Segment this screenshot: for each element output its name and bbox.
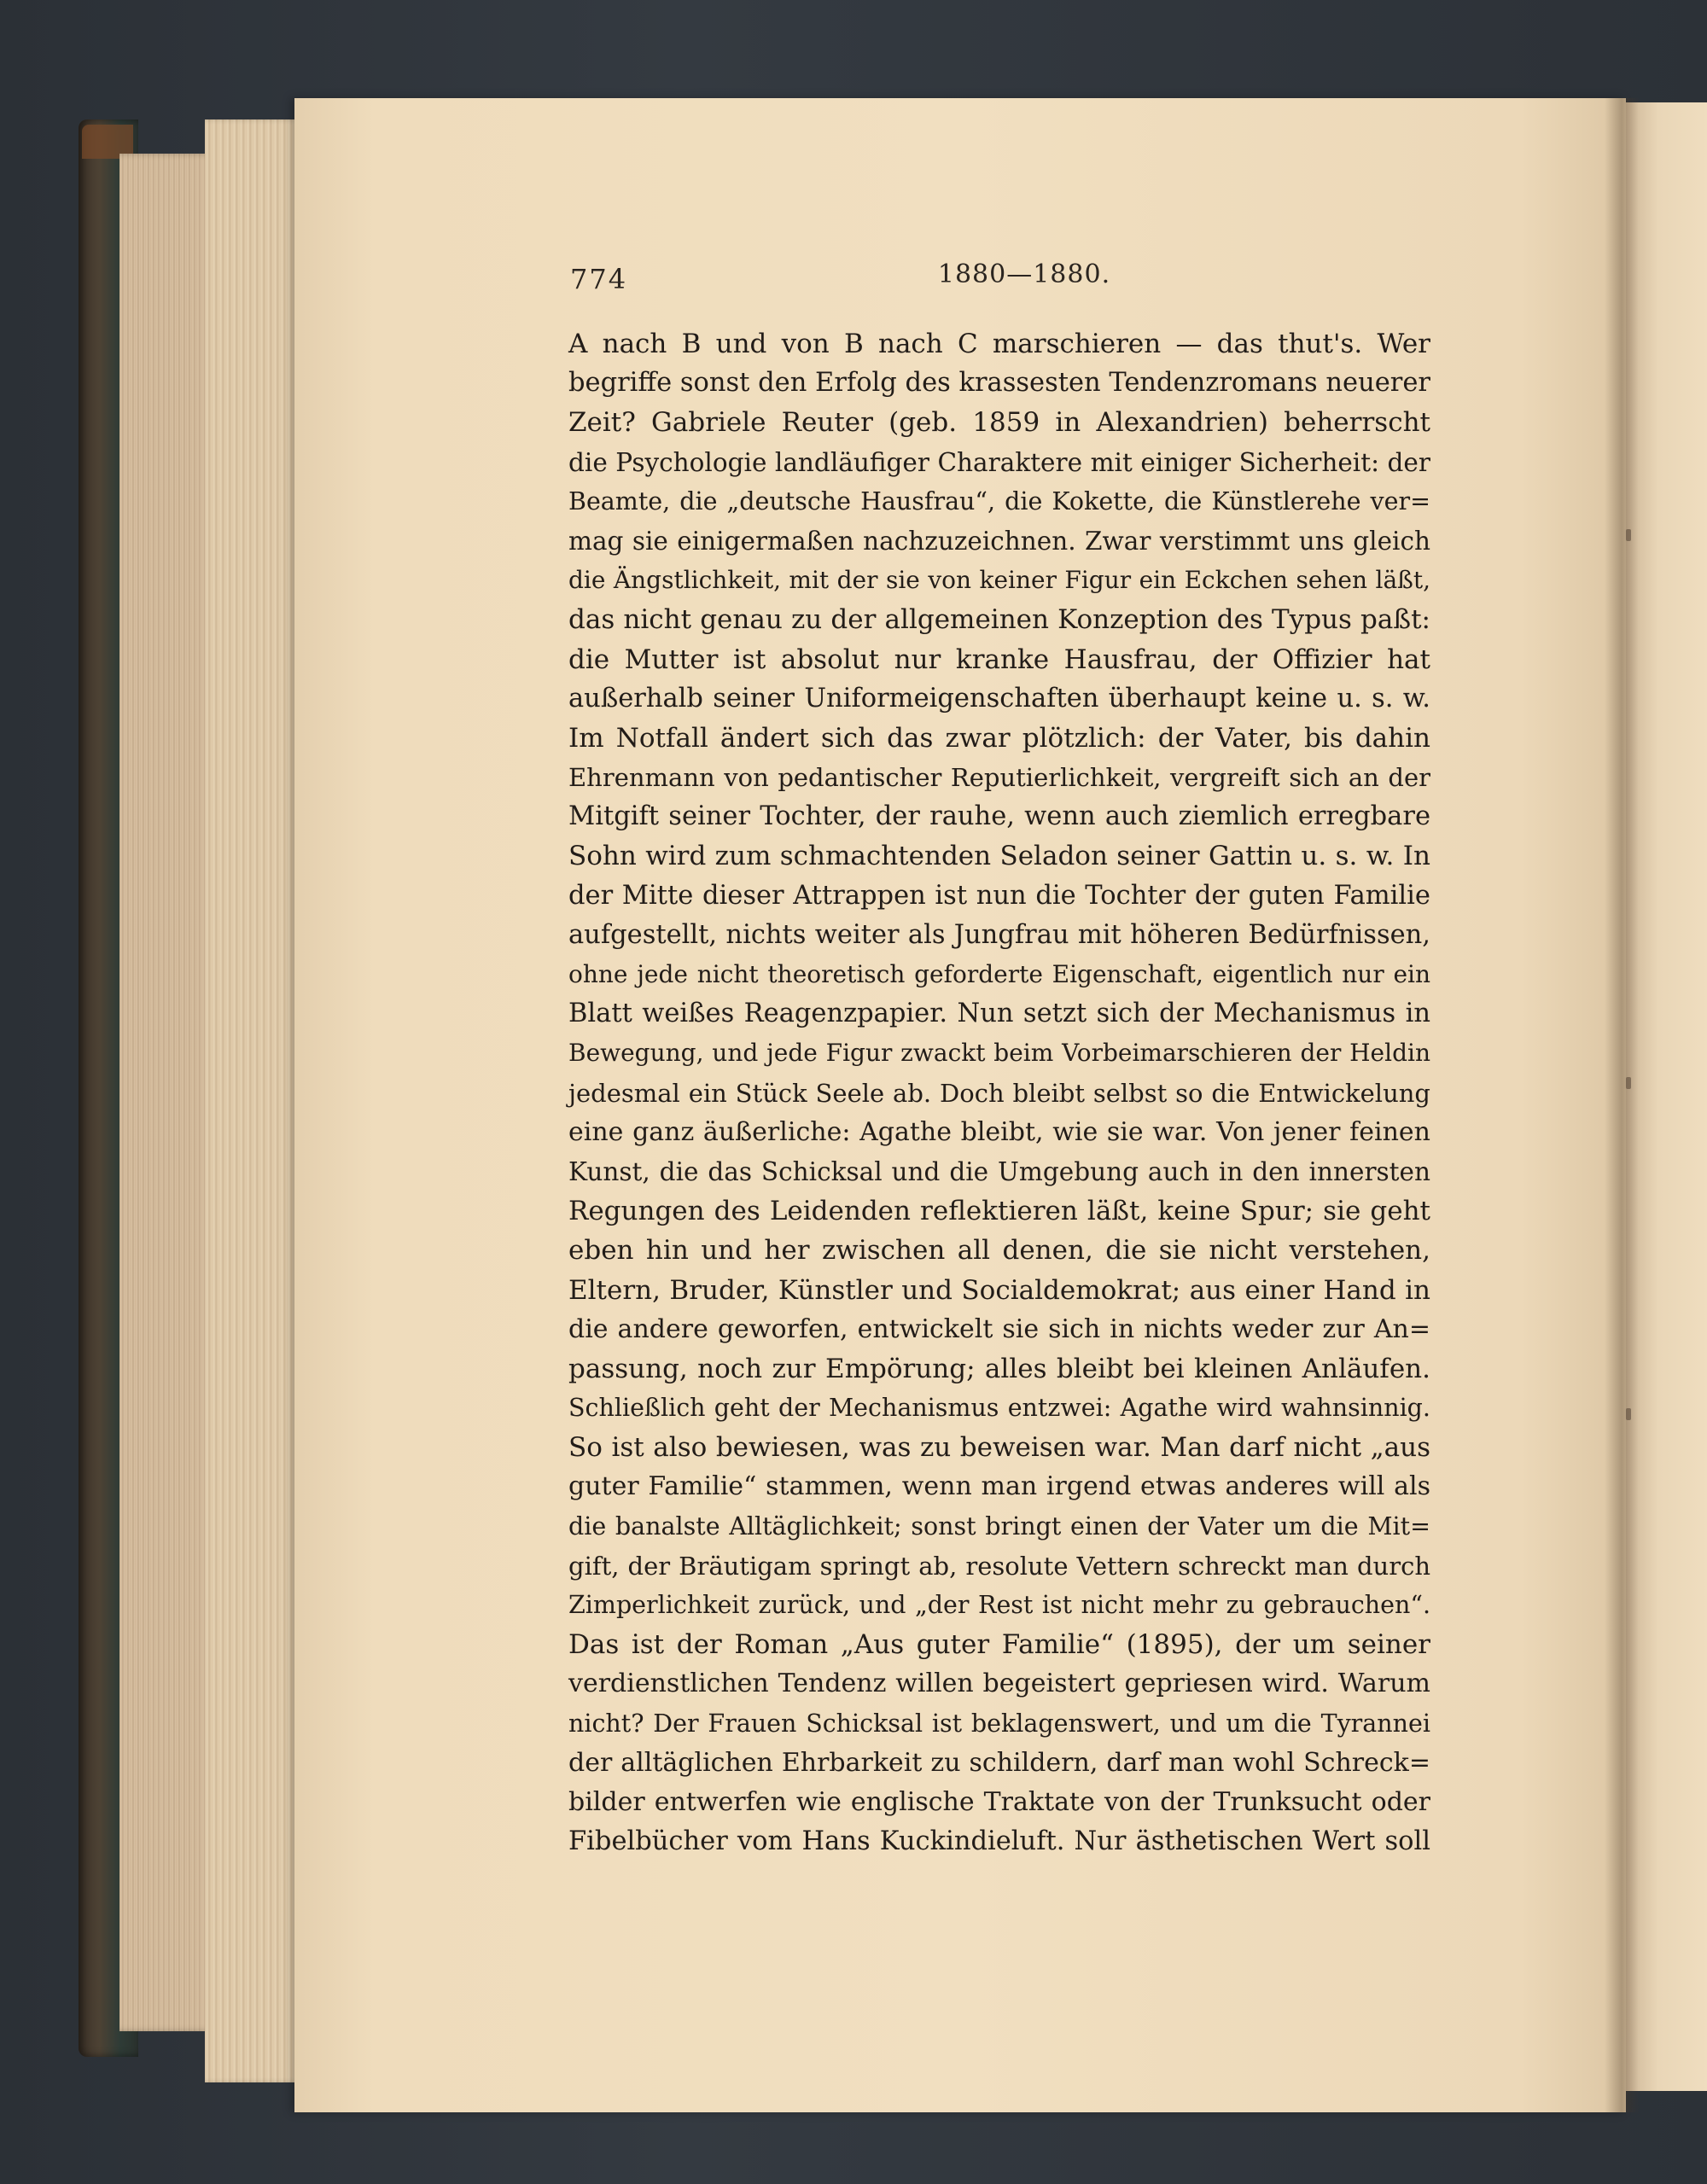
text-line: So ist also bewiesen, was zu beweisen war. Man darf nicht „aus xyxy=(568,1432,1430,1464)
text-line: die andere geworfen, entwickelt sie sich in nichts weder zur An= xyxy=(568,1313,1430,1344)
text-line: Blatt weißes Reagenzpapier. Nun setzt sich der Mechanismus in xyxy=(568,999,1430,1029)
text-line: passung, noch zur Empörung; alles bleibt bei kleinen Anläufen. xyxy=(568,1353,1430,1384)
page-number: 774 xyxy=(570,263,628,295)
text-line: guter Familie“ stammen, wenn man irgend etwas anderes will als xyxy=(568,1471,1430,1502)
text-line: Fibelbücher vom Hans Kuckindieluft. Nur ästhetischen Wert soll xyxy=(568,1826,1430,1857)
text-line: Das ist der Roman „Aus guter Familie“ (1895), der um seiner xyxy=(568,1629,1430,1661)
text-line: eben hin und her zwischen all denen, die sie nicht verstehen, xyxy=(568,1235,1430,1267)
text-line: Regungen des Leidenden reflektieren läßt, keine Spur; sie geht xyxy=(568,1196,1430,1227)
text-line: die Ängstlichkeit, mit der sie von keiner Figur ein Eckchen sehen läßt, xyxy=(568,566,1430,595)
text-line: Sohn wird zum schmachtenden Seladon seiner Gattin u. s. w. In xyxy=(568,841,1430,872)
margin-mark xyxy=(1626,1077,1631,1089)
margin-mark xyxy=(1626,529,1631,541)
text-line: gift, der Bräutigam springt ab, resolute Vettern schreckt man durch xyxy=(568,1551,1430,1581)
text-line: Beamte, die „deutsche Hausfrau“, die Kokette, die Künstlerehe ver= xyxy=(568,486,1430,515)
gutter-shadow xyxy=(1605,98,1639,2112)
body-text xyxy=(568,324,1430,1861)
page-block-edges-inner xyxy=(205,119,299,2082)
margin-mark xyxy=(1626,1408,1631,1420)
text-line: aufgestellt, nichts weiter als Jungfrau mit höheren Bedürfnissen, xyxy=(568,919,1430,950)
text-line: Bewegung, und jede Figur zwackt beim Vorbeimarschieren der Heldin xyxy=(568,1039,1430,1068)
text-line: verdienstlichen Tendenz willen begeistert gepriesen wird. Warum xyxy=(568,1669,1430,1699)
text-line: Eltern, Bruder, Künstler und Socialdemokrat; aus einer Hand in xyxy=(568,1274,1430,1306)
text-line: ohne jede nicht theoretisch geforderte Eigenschaft, eigentlich nur ein xyxy=(568,960,1430,988)
text-line: Mitgift seiner Tochter, der rauhe, wenn auch ziemlich erregbare xyxy=(568,801,1430,832)
text-line: A nach B und von B nach C marschieren — das thut's. Wer xyxy=(568,329,1430,359)
text-line: der Mitte dieser Attrappen ist nun die Tochter der guten Familie xyxy=(568,880,1430,911)
text-line: jedesmal ein Stück Seele ab. Doch bleibt selbst so die Entwickelung xyxy=(568,1078,1430,1108)
text-line: die banalste Alltäglichkeit; sonst bringt einen der Vater um die Mit= xyxy=(568,1511,1430,1540)
text-line: bilder entwerfen wie englische Traktate von der Trunksucht oder xyxy=(568,1786,1430,1817)
running-head: 1880—1880. xyxy=(937,259,1111,289)
text-line: Ehrenmann von pedantischer Reputierlichkeit, vergreift sich an der xyxy=(568,763,1430,793)
text-line: außerhalb seiner Uniformeigenschaften überhaupt keine u. s. w. xyxy=(568,683,1430,713)
text-line: Im Notfall ändert sich das zwar plötzlich: der Vater, bis dahin xyxy=(568,722,1430,754)
text-line: Kunst, die das Schicksal und die Umgebung auch in den innersten xyxy=(568,1156,1430,1186)
text-line: der alltäglichen Ehrbarkeit zu schildern, darf man wohl Schreck= xyxy=(568,1747,1430,1778)
text-line: die Mutter ist absolut nur kranke Hausfrau, der Offizier hat xyxy=(568,644,1430,675)
text-line: das nicht genau zu der allgemeinen Konzeption des Typus paßt: xyxy=(568,604,1430,636)
text-line: eine ganz äußerliche: Agathe bleibt, wie sie war. Von jener feinen xyxy=(568,1116,1430,1147)
text-line: nicht? Der Frauen Schicksal ist beklagenswert, und um die Tyrannei xyxy=(568,1709,1430,1738)
text-line: mag sie einigermaßen nachzuzeichnen. Zwar verstimmt uns gleich xyxy=(568,526,1430,556)
text-line: Schließlich geht der Mechanismus entzwei: Agathe wird wahnsinnig. xyxy=(568,1394,1430,1423)
text-line: die Psychologie landläufiger Charaktere mit einiger Sicherheit: der xyxy=(568,447,1430,477)
text-line: Zeit? Gabriele Reuter (geb. 1859 in Alexandrien) beherrscht xyxy=(568,407,1430,439)
text-line: begriffe sonst den Erfolg des krassesten Tendenzromans neuerer xyxy=(568,368,1430,399)
text-line: Zimperlichkeit zurück, und „der Rest ist nicht mehr zu gebrauchen“. xyxy=(568,1591,1430,1619)
